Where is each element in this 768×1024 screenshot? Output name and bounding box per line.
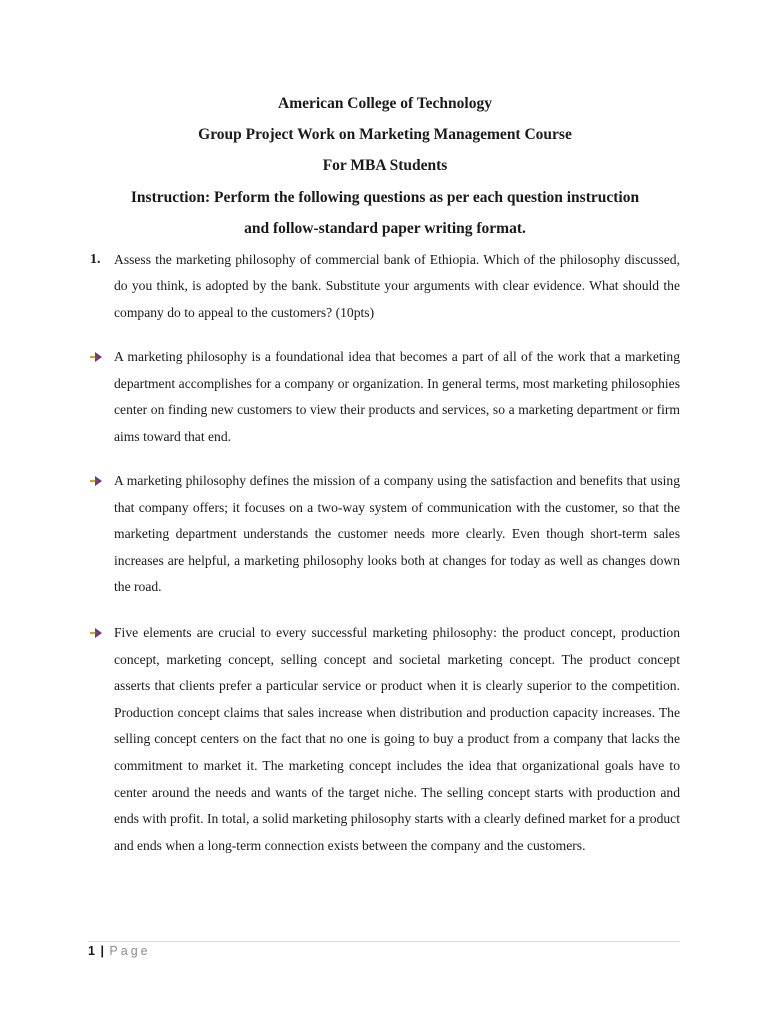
arrow-bullet-icon bbox=[90, 351, 104, 363]
instruction-line-1: Instruction: Perform the following questions as per each question instruction bbox=[130, 189, 640, 206]
project-title: Group Project Work on Marketing Management Course bbox=[198, 126, 572, 143]
footer-separator: | bbox=[100, 944, 104, 958]
answer-paragraph-text: A marketing philosophy defines the mission of a company using the satisfaction and benefits that using that company offers; it focuses on a two-way system of communication with the customer, so that the marketing department understands the customer needs more clearly. Even though short-term sales increases are helpful, a marketing philosophy looks both at changes for today as well as changes down the road. bbox=[114, 473, 680, 595]
audience-title: For MBA Students bbox=[322, 157, 448, 174]
college-title: American College of Technology bbox=[278, 95, 492, 112]
question-1 bbox=[90, 247, 680, 326]
instruction-line-2: and follow-standard paper writing format. bbox=[244, 220, 526, 237]
page-footer bbox=[88, 944, 151, 958]
answer-paragraph-2 bbox=[90, 468, 680, 601]
page-number: 1 bbox=[88, 944, 95, 958]
answer-paragraph-1 bbox=[90, 344, 680, 450]
footer-divider bbox=[88, 941, 680, 942]
arrow-bullet-icon bbox=[90, 475, 104, 487]
page-label: Page bbox=[109, 944, 151, 958]
answer-paragraph-text: A marketing philosophy is a foundational idea that becomes a part of all of the work that a marketing department accomplishes for a company or organization. In general terms, most marketing philosophies center on finding new customers to view their products and services, so a marketing department or firm aims toward that end. bbox=[114, 349, 680, 444]
question-text: Assess the marketing philosophy of commercial bank of Ethiopia. Which of the philosophy discussed, do you think, is adopted by the bank. Substitute your arguments with clear evidence. What should the company do to appeal to the customers? (10pts) bbox=[114, 252, 680, 320]
answer-paragraph-3 bbox=[90, 620, 680, 859]
question-number: 1. bbox=[90, 252, 101, 267]
arrow-bullet-icon bbox=[90, 627, 104, 639]
document-header bbox=[80, 92, 690, 247]
answer-paragraph-text: Five elements are crucial to every successful marketing philosophy: the product concept, production concept, marketing concept, selling concept and societal marketing concept. The product concept asserts that clients prefer a particular service or product when it is clearly superior to the competition. Production concept claims that sales increase when distribution and production capacity increases. The selling concept centers on the fact that no one is going to buy a product from a company that lacks the commitment to market it. The marketing concept includes the idea that organizational goals have to center around the needs and wants of the target niche. The selling concept starts with production and ends with profit. In total, a solid marketing philosophy starts with a clearly defined market for a product and ends when a long-term connection exists between the company and the customers. bbox=[114, 625, 680, 853]
